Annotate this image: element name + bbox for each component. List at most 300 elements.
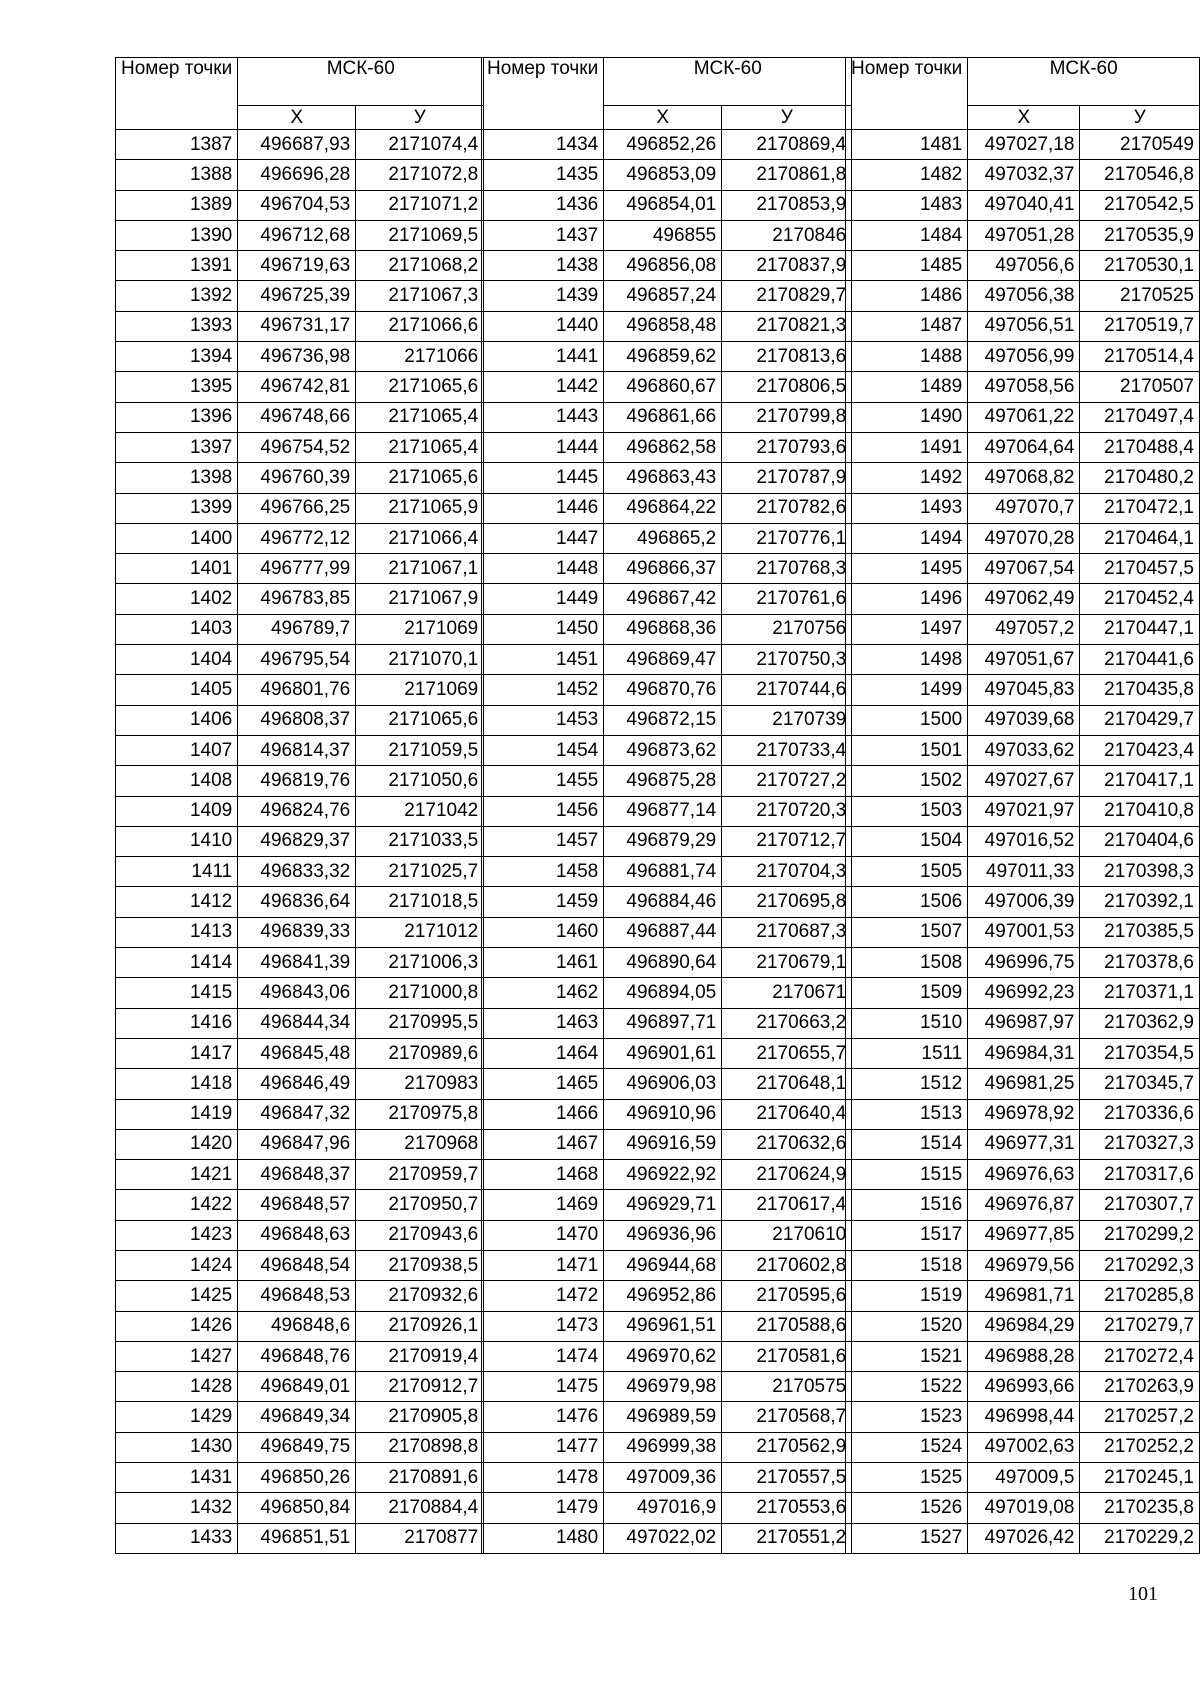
x-coordinate-cell: 496704,53 [238,190,356,220]
x-coordinate-cell: 496850,26 [238,1463,356,1493]
point-number-cell: 1425 [116,1281,238,1311]
x-coordinate-cell: 496879,29 [604,826,722,856]
coordinates-table-2 [481,57,852,1554]
table-row [846,1523,1200,1553]
y-coordinate-cell: 2171006,3 [356,948,484,978]
x-coordinate-cell: 496849,34 [238,1402,356,1432]
point-number-cell: 1452 [482,675,604,705]
x-coordinate-cell: 496844,34 [238,1008,356,1038]
x-coordinate-cell: 496848,53 [238,1281,356,1311]
y-coordinate-cell: 2170535,9 [1080,220,1200,250]
table-row [482,432,852,462]
y-coordinate-cell: 2170257,2 [1080,1402,1200,1432]
y-coordinate-cell: 2170861,8 [722,160,852,190]
point-number-cell: 1477 [482,1432,604,1462]
point-number-cell: 1451 [482,645,604,675]
x-coordinate-cell: 497070,28 [968,523,1080,553]
table-row [116,1523,484,1553]
x-coordinate-cell: 496848,6 [238,1311,356,1341]
point-number-cell: 1410 [116,826,238,856]
x-coordinate-cell: 497062,49 [968,584,1080,614]
table-row [482,342,852,372]
x-coordinate-cell: 496906,03 [604,1069,722,1099]
coordinates-table-1 [115,57,484,1554]
x-coordinate-cell: 496853,09 [604,160,722,190]
x-coordinate-cell: 496999,38 [604,1432,722,1462]
x-coordinate-cell: 497067,54 [968,554,1080,584]
x-coordinate-cell: 496984,31 [968,1038,1080,1068]
point-number-cell: 1518 [846,1250,968,1280]
point-number-cell: 1419 [116,1099,238,1129]
point-number-cell: 1487 [846,311,968,341]
point-number-cell: 1409 [116,796,238,826]
point-number-cell: 1406 [116,705,238,735]
x-coordinate-cell: 496988,28 [968,1341,1080,1371]
point-number-cell: 1428 [116,1372,238,1402]
point-number-cell: 1522 [846,1372,968,1402]
x-coordinate-cell: 496979,98 [604,1372,722,1402]
x-coordinate-cell: 496859,62 [604,342,722,372]
point-number-cell: 1405 [116,675,238,705]
point-number-cell: 1429 [116,1402,238,1432]
table-row [846,220,1200,250]
x-coordinate-cell: 496884,46 [604,887,722,917]
x-coordinate-cell: 496731,17 [238,311,356,341]
point-number-cell: 1415 [116,978,238,1008]
point-number-cell: 1501 [846,735,968,765]
x-coordinate-cell: 496996,75 [968,948,1080,978]
table-row [846,372,1200,402]
point-number-cell: 1502 [846,766,968,796]
y-coordinate-cell: 2170919,4 [356,1341,484,1371]
x-coordinate-cell: 496849,01 [238,1372,356,1402]
y-coordinate-cell: 2170891,6 [356,1463,484,1493]
point-number-cell: 1412 [116,887,238,917]
x-coordinate-cell: 496922,92 [604,1160,722,1190]
y-coordinate-cell: 2170525 [1080,281,1200,311]
y-coordinate-cell: 2170687,3 [722,917,852,947]
y-coordinate-cell: 2170285,8 [1080,1281,1200,1311]
x-coordinate-cell: 496872,15 [604,705,722,735]
y-coordinate-cell: 2170727,2 [722,766,852,796]
point-number-cell: 1388 [116,160,238,190]
x-coordinate-cell: 497058,56 [968,372,1080,402]
y-coordinate-cell: 2170761,6 [722,584,852,614]
y-header: У [722,106,852,130]
point-number-cell: 1481 [846,130,968,160]
y-coordinate-cell: 2170853,9 [722,190,852,220]
x-coordinate-cell: 496857,24 [604,281,722,311]
point-number-cell: 1390 [116,220,238,250]
y-coordinate-cell: 2171065,6 [356,372,484,402]
table-row [116,342,484,372]
x-coordinate-cell: 496993,66 [968,1372,1080,1402]
x-coordinate-cell: 497027,18 [968,130,1080,160]
x-coordinate-cell: 497070,7 [968,493,1080,523]
y-coordinate-cell: 2170229,2 [1080,1523,1200,1553]
x-coordinate-cell: 497022,02 [604,1523,722,1553]
table-row [116,826,484,856]
point-number-cell: 1471 [482,1250,604,1280]
x-coordinate-cell: 496839,33 [238,917,356,947]
point-number-cell: 1399 [116,493,238,523]
table-row [846,311,1200,341]
y-coordinate-cell: 2170744,6 [722,675,852,705]
y-coordinate-cell: 2170546,8 [1080,160,1200,190]
x-coordinate-cell: 496854,01 [604,190,722,220]
point-number-cell: 1508 [846,948,968,978]
table-row [482,523,852,553]
x-coordinate-cell: 496976,87 [968,1190,1080,1220]
point-number-cell: 1459 [482,887,604,917]
x-coordinate-cell: 496936,96 [604,1220,722,1250]
point-number-cell: 1389 [116,190,238,220]
y-coordinate-cell: 2170371,1 [1080,978,1200,1008]
y-coordinate-cell: 2170464,1 [1080,523,1200,553]
x-coordinate-cell: 496777,99 [238,554,356,584]
x-coordinate-cell: 496977,85 [968,1220,1080,1250]
point-number-cell: 1511 [846,1038,968,1068]
table-row [846,523,1200,553]
table-row [482,584,852,614]
point-number-cell: 1490 [846,402,968,432]
table-row [482,1008,852,1038]
x-coordinate-cell: 497027,67 [968,766,1080,796]
table-row [482,614,852,644]
y-coordinate-cell: 2170968 [356,1129,484,1159]
point-number-cell: 1457 [482,826,604,856]
point-number-cell: 1455 [482,766,604,796]
table-row [482,1190,852,1220]
point-number-cell: 1432 [116,1493,238,1523]
x-coordinate-cell: 497006,39 [968,887,1080,917]
table-row [846,1341,1200,1371]
y-coordinate-cell: 2170648,1 [722,1069,852,1099]
point-number-cell: 1395 [116,372,238,402]
table-row [482,1160,852,1190]
point-number-cell: 1504 [846,826,968,856]
point-number-cell: 1467 [482,1129,604,1159]
table-row [116,1038,484,1068]
x-coordinate-cell: 497057,2 [968,614,1080,644]
y-coordinate-cell: 2170733,4 [722,735,852,765]
x-coordinate-cell: 497061,22 [968,402,1080,432]
y-coordinate-cell: 2171066,6 [356,311,484,341]
point-number-cell: 1439 [482,281,604,311]
table-row [846,614,1200,644]
x-coordinate-cell: 497039,68 [968,705,1080,735]
point-number-cell: 1448 [482,554,604,584]
y-coordinate-cell: 2170806,5 [722,372,852,402]
y-coordinate-cell: 2170679,1 [722,948,852,978]
table-row [482,1311,852,1341]
x-coordinate-cell: 496890,64 [604,948,722,978]
y-coordinate-cell: 2170398,3 [1080,857,1200,887]
point-number-cell: 1416 [116,1008,238,1038]
x-coordinate-cell: 496801,76 [238,675,356,705]
table-row [846,948,1200,978]
x-coordinate-cell: 497056,38 [968,281,1080,311]
y-coordinate-cell: 2170497,4 [1080,402,1200,432]
table-row [116,1281,484,1311]
table-row [846,1129,1200,1159]
table-row [116,796,484,826]
y-coordinate-cell: 2170457,5 [1080,554,1200,584]
point-number-cell: 1402 [116,584,238,614]
y-coordinate-cell: 2170272,4 [1080,1341,1200,1371]
y-coordinate-cell: 2170617,4 [722,1190,852,1220]
table-row [482,735,852,765]
y-coordinate-cell: 2170624,9 [722,1160,852,1190]
y-coordinate-cell: 2170549 [1080,130,1200,160]
y-coordinate-cell: 2170327,3 [1080,1129,1200,1159]
table-row [846,826,1200,856]
table-row [482,1523,852,1553]
point-number-cell: 1427 [116,1341,238,1371]
point-number-cell: 1464 [482,1038,604,1068]
y-coordinate-cell: 2171069,5 [356,220,484,250]
x-coordinate-cell: 496712,68 [238,220,356,250]
point-number-cell: 1503 [846,796,968,826]
table-row [846,1008,1200,1038]
y-coordinate-cell: 2170423,4 [1080,735,1200,765]
point-number-cell: 1434 [482,130,604,160]
table-row [116,463,484,493]
y-coordinate-cell: 2170799,8 [722,402,852,432]
table-row [482,857,852,887]
y-coordinate-cell: 2170869,4 [722,130,852,160]
point-number-cell: 1494 [846,523,968,553]
table-row [482,1099,852,1129]
y-coordinate-cell: 2170435,8 [1080,675,1200,705]
table-row [846,1190,1200,1220]
y-coordinate-cell: 2170671 [722,978,852,1008]
y-coordinate-cell: 2170712,7 [722,826,852,856]
point-number-header: Номер точки [116,58,238,130]
table-row [846,251,1200,281]
point-number-cell: 1441 [482,342,604,372]
table-row [116,432,484,462]
x-coordinate-cell: 496961,51 [604,1311,722,1341]
point-number-cell: 1498 [846,645,968,675]
table-row [482,1372,852,1402]
point-number-cell: 1403 [116,614,238,644]
table-row [846,1038,1200,1068]
y-coordinate-cell: 2171025,7 [356,857,484,887]
x-header: X [604,106,722,130]
point-number-cell: 1398 [116,463,238,493]
point-number-cell: 1396 [116,402,238,432]
x-coordinate-cell: 496910,96 [604,1099,722,1129]
table-row [116,311,484,341]
table-row [116,978,484,1008]
page-number: 101 [1128,1583,1158,1605]
point-number-cell: 1509 [846,978,968,1008]
y-coordinate-cell: 2170385,5 [1080,917,1200,947]
x-coordinate-cell: 496841,39 [238,948,356,978]
point-number-cell: 1523 [846,1402,968,1432]
point-number-cell: 1454 [482,735,604,765]
table-row [116,1190,484,1220]
x-header: X [968,106,1080,130]
y-coordinate-cell: 2171070,1 [356,645,484,675]
x-coordinate-cell: 496754,52 [238,432,356,462]
y-coordinate-cell: 2170557,5 [722,1463,852,1493]
y-coordinate-cell: 2170750,3 [722,645,852,675]
point-number-cell: 1444 [482,432,604,462]
y-coordinate-cell: 2170926,1 [356,1311,484,1341]
point-number-cell: 1449 [482,584,604,614]
table-row [846,1160,1200,1190]
x-coordinate-cell: 496894,05 [604,978,722,1008]
point-number-cell: 1527 [846,1523,968,1553]
y-coordinate-cell: 2170378,6 [1080,948,1200,978]
x-coordinate-cell: 497033,62 [968,735,1080,765]
table-row [116,675,484,705]
table-row [846,705,1200,735]
point-number-cell: 1519 [846,1281,968,1311]
point-number-cell: 1505 [846,857,968,887]
point-number-cell: 1411 [116,857,238,887]
x-coordinate-cell: 496849,75 [238,1432,356,1462]
x-coordinate-cell: 496862,58 [604,432,722,462]
point-number-cell: 1440 [482,311,604,341]
x-coordinate-cell: 497009,36 [604,1463,722,1493]
y-coordinate-cell: 2170410,8 [1080,796,1200,826]
table-row [482,372,852,402]
table-row [846,1281,1200,1311]
table-row [482,251,852,281]
y-coordinate-cell: 2170562,9 [722,1432,852,1462]
x-coordinate-cell: 496870,76 [604,675,722,705]
point-number-cell: 1426 [116,1311,238,1341]
table-row [116,645,484,675]
x-coordinate-cell: 496863,43 [604,463,722,493]
x-coordinate-cell: 497011,33 [968,857,1080,887]
table-row [116,705,484,735]
point-number-cell: 1463 [482,1008,604,1038]
x-coordinate-cell: 496873,62 [604,735,722,765]
y-coordinate-cell: 2171012 [356,917,484,947]
x-coordinate-cell: 497001,53 [968,917,1080,947]
y-coordinate-cell: 2170588,6 [722,1311,852,1341]
y-coordinate-cell: 2171071,2 [356,190,484,220]
point-number-cell: 1496 [846,584,968,614]
point-number-cell: 1417 [116,1038,238,1068]
x-coordinate-cell: 496846,49 [238,1069,356,1099]
table-row [482,645,852,675]
y-coordinate-cell: 2170252,2 [1080,1432,1200,1462]
point-number-cell: 1476 [482,1402,604,1432]
point-number-cell: 1495 [846,554,968,584]
y-coordinate-cell: 2171069 [356,675,484,705]
x-coordinate-cell: 497056,51 [968,311,1080,341]
x-coordinate-cell: 496855 [604,220,722,250]
table-row [482,130,852,160]
point-number-cell: 1491 [846,432,968,462]
x-coordinate-cell: 496852,26 [604,130,722,160]
point-number-cell: 1423 [116,1220,238,1250]
point-number-cell: 1462 [482,978,604,1008]
table-row [482,1402,852,1432]
point-number-cell: 1387 [116,130,238,160]
x-coordinate-cell: 496843,06 [238,978,356,1008]
point-number-cell: 1450 [482,614,604,644]
table-row [116,1372,484,1402]
y-coordinate-cell: 2170884,4 [356,1493,484,1523]
y-coordinate-cell: 2170846 [722,220,852,250]
table-row [482,1220,852,1250]
x-coordinate-cell: 496984,29 [968,1311,1080,1341]
y-coordinate-cell: 2170245,1 [1080,1463,1200,1493]
x-coordinate-cell: 496877,14 [604,796,722,826]
x-coordinate-cell: 496789,7 [238,614,356,644]
y-coordinate-cell: 2171065,6 [356,705,484,735]
y-coordinate-cell: 2170950,7 [356,1190,484,1220]
point-number-cell: 1515 [846,1160,968,1190]
x-coordinate-cell: 496887,44 [604,917,722,947]
point-number-cell: 1397 [116,432,238,462]
coordinate-system-header: МСК-60 [968,58,1200,106]
x-coordinate-cell: 496748,66 [238,402,356,432]
table-row [116,1493,484,1523]
table-row [846,1402,1200,1432]
table-row [846,735,1200,765]
x-coordinate-cell: 496725,39 [238,281,356,311]
table-row [846,463,1200,493]
x-header: X [238,106,356,130]
y-coordinate-cell: 2170975,8 [356,1099,484,1129]
table-row [116,1432,484,1462]
table-row [482,1038,852,1068]
y-coordinate-cell: 2170995,5 [356,1008,484,1038]
x-coordinate-cell: 497051,67 [968,645,1080,675]
point-number-cell: 1520 [846,1311,968,1341]
table-row [846,887,1200,917]
y-coordinate-cell: 2170553,6 [722,1493,852,1523]
table-row [846,130,1200,160]
table-row [116,1341,484,1371]
table-row [482,554,852,584]
table-row [116,493,484,523]
y-coordinate-cell: 2171074,4 [356,130,484,160]
point-number-cell: 1460 [482,917,604,947]
x-coordinate-cell: 496858,48 [604,311,722,341]
point-number-cell: 1500 [846,705,968,735]
table-row [116,281,484,311]
table-row [116,1099,484,1129]
y-coordinate-cell: 2170610 [722,1220,852,1250]
y-coordinate-cell: 2171065,4 [356,432,484,462]
y-coordinate-cell: 2170632,6 [722,1129,852,1159]
table-row [116,887,484,917]
table-row [846,1220,1200,1250]
x-coordinate-cell: 497040,41 [968,190,1080,220]
x-coordinate-cell: 496881,74 [604,857,722,887]
x-coordinate-cell: 496916,59 [604,1129,722,1159]
y-coordinate-cell: 2171033,5 [356,826,484,856]
y-coordinate-cell: 2170279,7 [1080,1311,1200,1341]
coordinate-system-header: МСК-60 [238,58,484,106]
table-row [482,220,852,250]
table-row [482,1463,852,1493]
x-coordinate-cell: 496845,48 [238,1038,356,1068]
x-coordinate-cell: 497045,83 [968,675,1080,705]
y-coordinate-cell: 2170299,2 [1080,1220,1200,1250]
y-coordinate-cell: 2170507 [1080,372,1200,402]
x-coordinate-cell: 496981,25 [968,1069,1080,1099]
y-coordinate-cell: 2170938,5 [356,1250,484,1280]
